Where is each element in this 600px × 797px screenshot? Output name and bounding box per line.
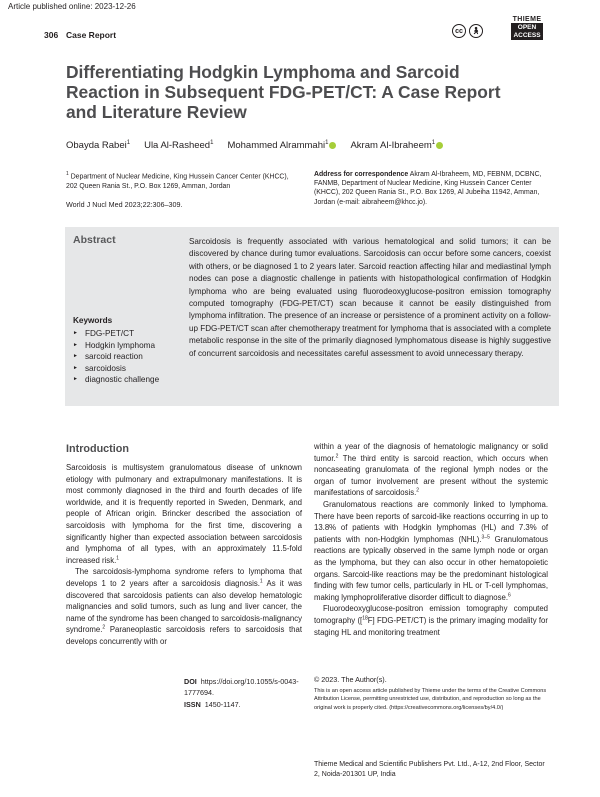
thieme-open-access-logo [511, 16, 543, 40]
section-label: Case Report [66, 30, 117, 40]
orcid-icon[interactable] [436, 142, 443, 149]
affiliation: $^1$ Department of Nuclear Medicine, King Hussein Cancer Center (KHCC), 202 Queen Rania St., P.O. Box 1269, Amman, Jordan [66, 171, 289, 190]
doi-link[interactable]: https://doi.org/10.1055/s-0043-1777694. [184, 677, 299, 698]
published-date-line: Article published online: 2023-12-26 [8, 2, 136, 11]
page-number: 306 [44, 30, 59, 40]
license-block [314, 676, 548, 712]
author-list [66, 140, 546, 151]
keyword-item: ► sarcoid reaction [73, 351, 159, 363]
by-icon: 🚶︎ [469, 24, 483, 38]
abstract-text: Sarcoidosis is frequently associated with various hematological and solid tumors; it can be discovered by chance during tumor evaluations. Sarcoidosis can occur before some cancers, coexist with others, or be diagnosed 1 to 2 years later. Sarcoid reaction affecting hilar and mediastinal lymph nodes can pose a diagnostic challenge in patients with histopathological confirmation of Hodgkin lymphoma who are being evaluated using fluorodeoxyglucose-positron emission tomography computed tomography (FDG-PET/CT) scan because it cannot be easily distinguished from lymphoma infiltration. The presence of an increase or persistence of a prominent activity on a follow-up FDG-PET/CT scan after chemotherapy treatment for lymphoma that is associated with a complete metabolic response in the site of the primarily diagnosed lymphomatous disease is highly suggestive of concurrent sarcoidosis and necessitates careful assessment to avoid unnecessary therapy. [189, 237, 551, 358]
paragraph: The sarcoidosis-lymphoma syndrome refers to lymphoma that develops 1 to 2 years after a sarcoidosis diagnosis.$^1$ As it was discovered that sarcoidosis patients can also develop hematologic malignancies and solid tumors, such as lung and liver cancer, the name of the syndrome has been changed to sarcoidosis-malignancy syndrome.$^2$ Paraneoplastic sarcoidosis refers to sarcoidosis that develops concurrently with or [66, 567, 302, 646]
license-text: This is an open access article published by Thieme under the terms of the Creative Commons Attribution License, permitting unrestricted use, distribution, and reproduction so long as the original work is properly cited. (https://creativecommons.org/licenses/by/4.0/) [314, 687, 547, 711]
body-column-right [314, 441, 548, 638]
orcid-icon[interactable] [329, 142, 336, 149]
doi-issn-block: DOI https://doi.org/10.1055/s-0043-1777694. ISSN 1450-1147. [184, 677, 299, 709]
author: Obayda Rabei$^1$ [66, 140, 131, 152]
paragraph: Sarcoidosis is multisystem granulomatous disease of unknown etiology with pulmonary and extrapulmonary manifestations. It is most commonly diagnosed in the third and fourth decades of life worldwide, and it is frequently reported in Sweden, Denmark, and people of African origin. Brincker described the association of sarcoidosis with lymphoma for the first time, discovering a significantly higher than expected association between sarcoidosis and lymphoma of all types, with an approximately 11.5-fold increased risk.$^1$ [66, 463, 302, 565]
citation: World J Nucl Med 2023;22:306–309. [66, 200, 183, 209]
paragraph: within a year of the diagnosis of hematologic malignancy or solid tumor.$^2$ The third entity is sarcoid reaction, which occurs when noncaseating granulomata of the regional lymph nodes or the organ of tumor involvement are present without the systemic manifestations of sarcoidosis.$^2$ [314, 442, 548, 498]
cc-icon: cc [452, 24, 466, 38]
logo-line-2: ACCESS [513, 31, 541, 39]
introduction-heading: Introduction [66, 443, 129, 455]
copyright: © 2023. The Author(s). [314, 675, 387, 684]
license-icons [452, 24, 483, 38]
logo-top-text: THIEME [512, 16, 542, 23]
body-column-left [66, 462, 302, 648]
paragraph: Fluorodeoxyglucose-positron emission tomography computed tomography ([$^{18}$F] FDG-PET/CT) is the primary imaging modality for staging HL and monitoring treatment [314, 604, 548, 637]
publisher-address: Thieme Medical and Scientific Publishers Pvt. Ltd., A-12, 2nd Floor, Sector 2, Noida-201301 UP, India [314, 761, 545, 778]
abstract-heading: Abstract [73, 234, 116, 246]
logo-line-1: OPEN [517, 24, 537, 31]
paragraph: Granulomatous reactions are commonly linked to lymphoma. There have been reports of sarcoid-like reactions occurring in up to 13.8% of patients with Hodgkin lymphomas (HL) and 7.3% of patients with non-Hodgkin lymphomas (NHL).$^{3-5}$ Granulomatous reactions are typically observed in the same lymph node or organ as the lymphoma, but they can also occur in other hematopoietic organs. Sarcoid-like reactions may be the predominant histological finding with few tumor cells, particularly in HL or T-cell lymphomas, making lymphoproliferative disorder difficult to diagnose.$^6$ [314, 499, 548, 602]
keyword-item: ► Hodgkin lymphoma [73, 340, 159, 352]
author: Ula Al-Rasheed$^1$ [144, 140, 214, 152]
keyword-item: ► FDG-PET/CT [73, 328, 159, 340]
keyword-item: ► sarcoidosis [73, 363, 159, 375]
article-title: Differentiating Hodgkin Lymphoma and Sarcoid Reaction in Subsequent FDG-PET/CT: A Case Report and Literature Review [66, 62, 501, 122]
keywords-list [73, 328, 159, 386]
keywords-heading: Keywords [73, 316, 113, 325]
author: Mohammed Alrammahi$^1$ [227, 140, 336, 151]
author: Akram Al-Ibraheem$^1$ [350, 140, 443, 151]
logo-badge [511, 23, 543, 40]
correspondence-address: Address for correspondence Akram Al-Ibraheem, MD, FEBNM, DCBNC, FANMB, Department of Nuclear Medicine, King Hussein Cancer Center (KHCC), 202 Queen Rania St., P.O. Box 1269, Al Jubeiha 11942, Amman, Jordan (e-mail: aibraheem@khcc.jo). [314, 171, 542, 206]
keyword-item: ► diagnostic challenge [73, 374, 159, 386]
